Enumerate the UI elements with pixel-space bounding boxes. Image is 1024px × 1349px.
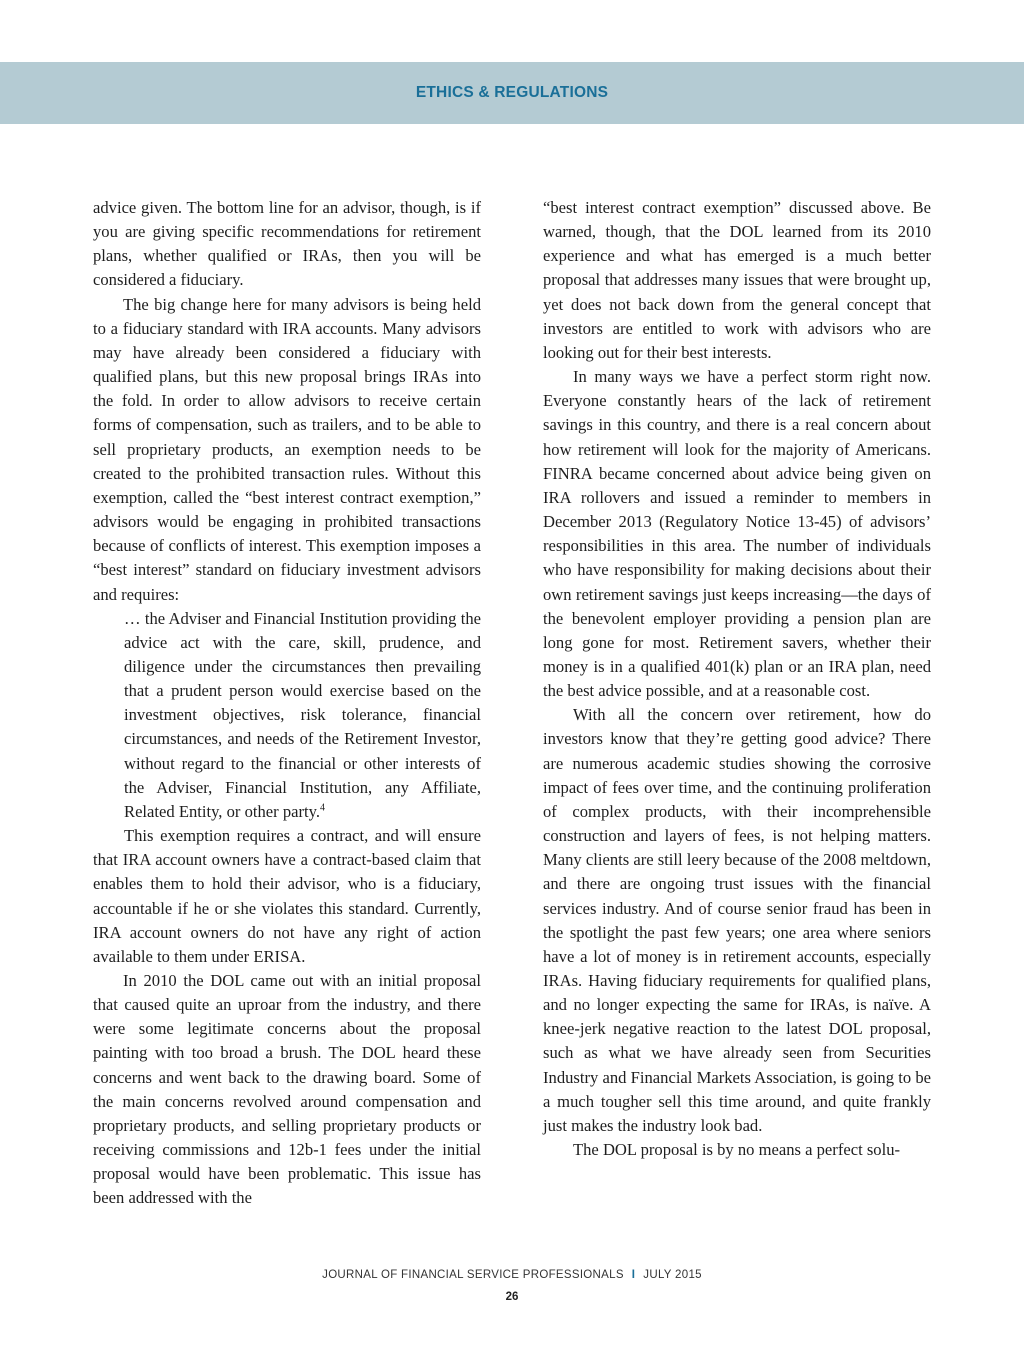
footer-separator: I — [631, 1269, 636, 1281]
quote-text: … the Adviser and Financial Institution providing the advice act with the care, skill, prudence, and diligence under the circumstances then prevailing that a prudent person would exercise based on the investment objectives, risk tolerance, financial circumstances, and needs of the Retirement Investor, without regard to the financial or other interests of the Adviser, Financial Institution, any Affiliate, Related Entity, or other party. — [124, 608, 481, 821]
left-column — [93, 196, 481, 1211]
paragraph: In many ways we have a perfect storm right now. Everyone constantly hears of the lack of retirement savings in this country, and there is a real concern about how retirement will look for the majority of Americans. FINRA became concerned about advice being given on IRA rollovers and issued a reminder to members in December 2013 (Regulatory Notice 13-45) of advisors’ responsibilities in this area. The number of individuals who have responsibility for making decisions about their own retirement savings just keeps increasing—the days of the benevolent employer providing a pension plan are long gone for most. Retirement savers, whether their money is in a qualified 401(k) plan or an IRA plan, need the best advice possible, and at a reasonable cost. — [543, 367, 931, 701]
paragraph: With all the concern over retirement, how do investors know that they’re getting good advice? There are numerous academic studies showing the corrosive impact of fees over time, and the continuing proliferation of complex products, with their incomprehensible construction and layers of fees, is not helping matters. Many clients are still leery because of the 2008 meltdown, and there are ongoing trust issues with the financial services industry. And of course senior fraud has been in the spotlight the past few years; one area where seniors have a lot of money is in retirement accounts, especially IRAs. Having fiduciary requirements for qualified plans, and no longer expecting the same for IRAs, is naïve. A knee-jerk negative reaction to the latest DOL proposal, such as what we have already seen from Securities Industry and Financial Markets Association, is going to be a much tougher sell this time around, and quite frankly just makes the industry look bad. — [543, 705, 931, 1135]
paragraph: In 2010 the DOL came out with an initial proposal that caused quite an uproar from the industry, and there were some legitimate concerns about the proposal painting with too broad a brush. The DOL heard these concerns and went back to the drawing board. Some of the main concerns revolved around compensation and proprietary products, and selling proprietary products or receiving commissions and 12b-1 fees under the initial proposal would have been problematic. This issue has been addressed with the — [93, 971, 481, 1208]
paragraph: “best interest contract exemption” discussed above. Be warned, though, that the DOL learned from its 2010 experience and what has emerged is a much better proposal that addresses many issues that were brought up, yet does not back down from the general concept that investors are entitled to work with advisors who are looking out for their best interests. — [543, 198, 931, 362]
footnote-marker: 4 — [320, 802, 325, 814]
paragraph: The big change here for many advisors is being held to a fiduciary standard with IRA accounts. Many advisors may have already been considered a fiduciary with qualified plans, but this new proposal brings IRAs into the fold. In order to allow advisors to receive certain forms of compensation, such as trailers, and to be able to sell proprietary products, an exemption needs to be created to the prohibited transaction rules. Without this exemption, called the “best interest contract exemption,” advisors would be engaging in prohibited transactions because of conflicts of interest. This exemption imposes a “best interest” standard on fiduciary investment advisors and requires: — [93, 294, 481, 604]
page-number: 26 — [505, 1291, 519, 1303]
block-quote — [124, 607, 481, 824]
section-title: ETHICS & REGULATIONS — [415, 84, 609, 101]
paragraph: advice given. The bottom line for an advisor, though, is if you are giving specific recommendations for retirement plans, whether qualified or IRAs, then you will be considered a fiduciary. — [93, 198, 481, 290]
journal-name: JOURNAL OF FINANCIAL SERVICE PROFESSIONALS — [322, 1269, 624, 1281]
issue-date: JULY 2015 — [643, 1269, 702, 1281]
paragraph: This exemption requires a contract, and will ensure that IRA account owners have a contract-based claim that enables them to hold their advisor, who is a fiduciary, accountable if he or she violates this standard. Currently, IRA account owners do not have any right of action available to them under ERISA. — [93, 826, 481, 966]
paragraph: The DOL proposal is by no means a perfect solu- — [573, 1140, 901, 1160]
page-footer — [0, 1269, 1024, 1281]
section-header-band — [0, 62, 1024, 124]
right-column — [543, 196, 931, 1162]
